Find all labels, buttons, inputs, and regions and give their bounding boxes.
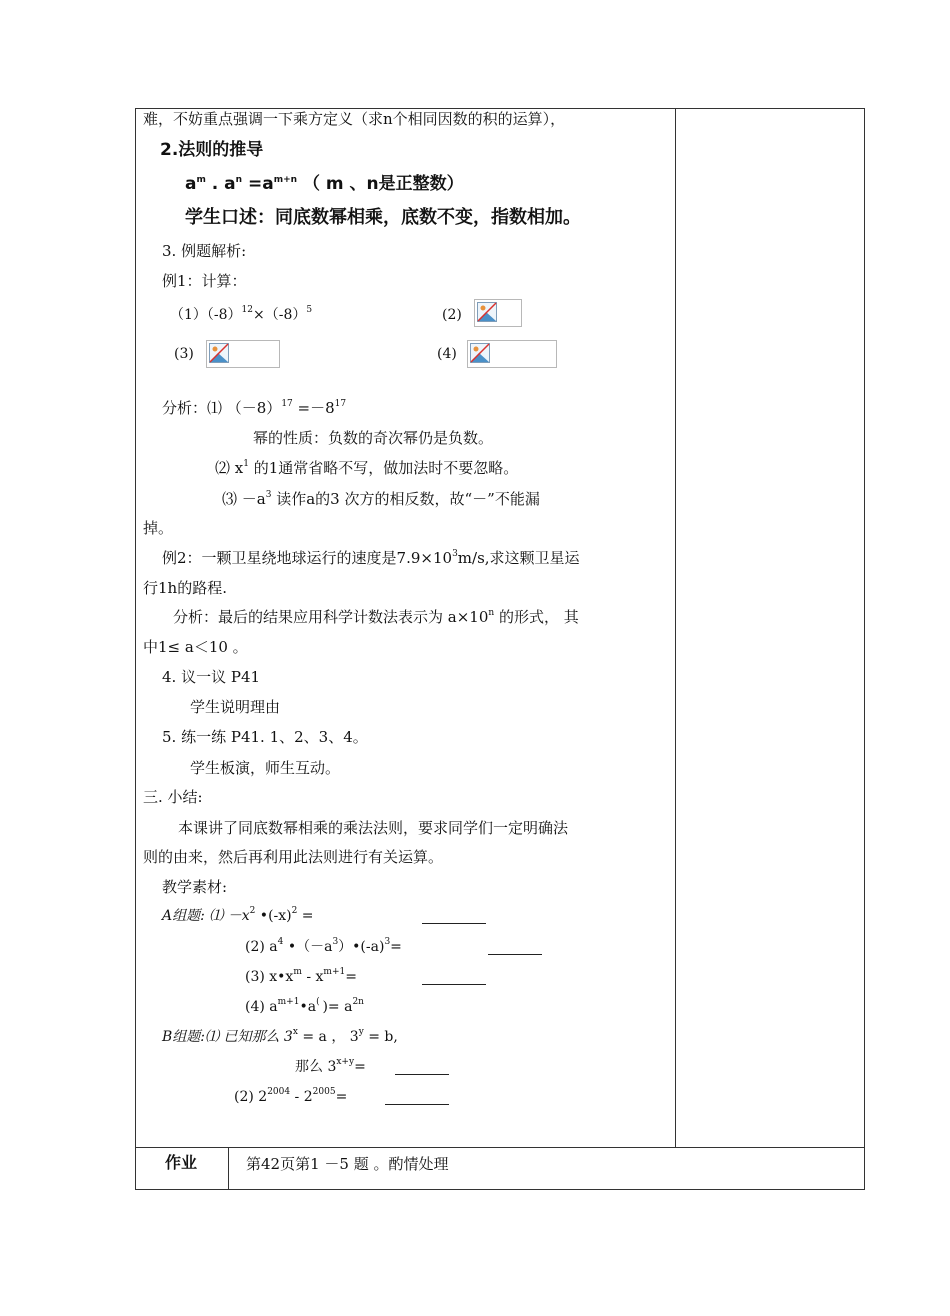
text-line: 行1h的路程. [143, 579, 227, 597]
text-line: 例1：计算： [162, 272, 247, 290]
example-item-1: $(1)(-8)^{12}\times(-8)^5$ [170, 305, 313, 323]
text-line: 则的由来，然后再利用此法则进行有关运算。 [143, 848, 444, 866]
homework-label: 作业 [165, 1153, 198, 1172]
example-item-3-label: (3) [174, 346, 194, 362]
broken-image-placeholder [467, 340, 557, 368]
homework-content: 第42页第1 －5 题 。酌情处理 [246, 1155, 449, 1173]
text-line: 掉。 [143, 519, 174, 537]
section-heading: 三. 小结: [143, 788, 203, 806]
text-line: 5. 练一练 P41. 1、2、3、4。 [162, 728, 368, 746]
exercise-b1-question: 那么 $3^{x+y}=$ [295, 1057, 366, 1075]
answer-blank [395, 1074, 449, 1075]
text-line: 难，不妨重点强调一下乘方定义（求n个相同因数的积的运算）， [143, 110, 566, 128]
text-line: 学生说明理由 [190, 698, 281, 716]
rule-statement: 学生口述：同底数幂相乘，底数不变，指数相加。 [185, 207, 581, 228]
exercise-a1: A组题: ⑴ $-x^2$ $•(-x)^2$ = [162, 906, 314, 924]
exercise-a4: (4) $a^{m+1}•a^($ )= $a^{2n}$ [245, 997, 364, 1015]
analysis-line: ⑶ $-a^3$ 读作a的3 次方的相反数，故“－”不能漏 [222, 490, 540, 508]
image-icon [477, 302, 497, 322]
text-line: 教学素材: [162, 878, 228, 896]
exercise-b1: B组题:⑴ 已知那么 $3^x = a$ ， $3^y = b$, [162, 1027, 398, 1045]
table-left-border [135, 108, 136, 1190]
answer-blank [422, 984, 486, 985]
exercise-b2: (2) $2^{2004} - 2^{2005}=$ [234, 1087, 348, 1105]
table-right-border [864, 108, 865, 1190]
text-line: 本课讲了同底数幂相乘的乘法法则，要求同学们一定明确法 [178, 819, 569, 837]
analysis-line: 分析：⑴ $(-8)^{17} =-8^{17}$ [162, 399, 347, 417]
example-item-2-label: (2) [442, 307, 462, 323]
broken-image-placeholder [474, 299, 522, 327]
text-line: 中1≤ a＜10 。 [143, 638, 248, 656]
image-icon [470, 343, 490, 363]
broken-image-placeholder [206, 340, 280, 368]
column-divider [675, 108, 676, 1148]
answer-blank [488, 954, 542, 955]
text-line: 3. 例题解析: [162, 242, 247, 260]
text-line: 4. 议一议 P41 [162, 668, 261, 686]
row-divider [135, 1147, 865, 1148]
text-line: 学生板演，师生互动。 [190, 759, 341, 777]
example-item-4-label: (4) [437, 346, 457, 362]
analysis-line: 分析：最后的结果应用科学计数法表示为 $a\times 10^n$ 的形式， 其 [173, 608, 579, 626]
answer-blank [385, 1104, 449, 1105]
text-line: 幂的性质：负数的奇次幂仍是负数。 [253, 429, 494, 447]
section-heading: 2.法则的推导 [160, 140, 264, 160]
image-icon [209, 343, 229, 363]
exercise-a2: (2) $a^4$ $•(-a^3)•(-a)^3=$ [245, 937, 402, 955]
example-2: 例2：一颗卫星绕地球运行的速度是$7.9\times 10^3m/s$,求这颗卫星运 [162, 549, 580, 567]
exercise-a3: (3) $x•x^m - x^{m+1}=$ [245, 967, 357, 985]
rule-formula: $a^m$ . $a^n =a^{m+n}$ （ m 、n是正整数） [185, 174, 464, 194]
table-bottom-border [135, 1189, 865, 1190]
answer-blank [422, 923, 486, 924]
analysis-line: ⑵ $x^1$ 的1通常省略不写，做加法时不要忽略。 [215, 459, 519, 477]
footer-label-divider [228, 1147, 229, 1190]
